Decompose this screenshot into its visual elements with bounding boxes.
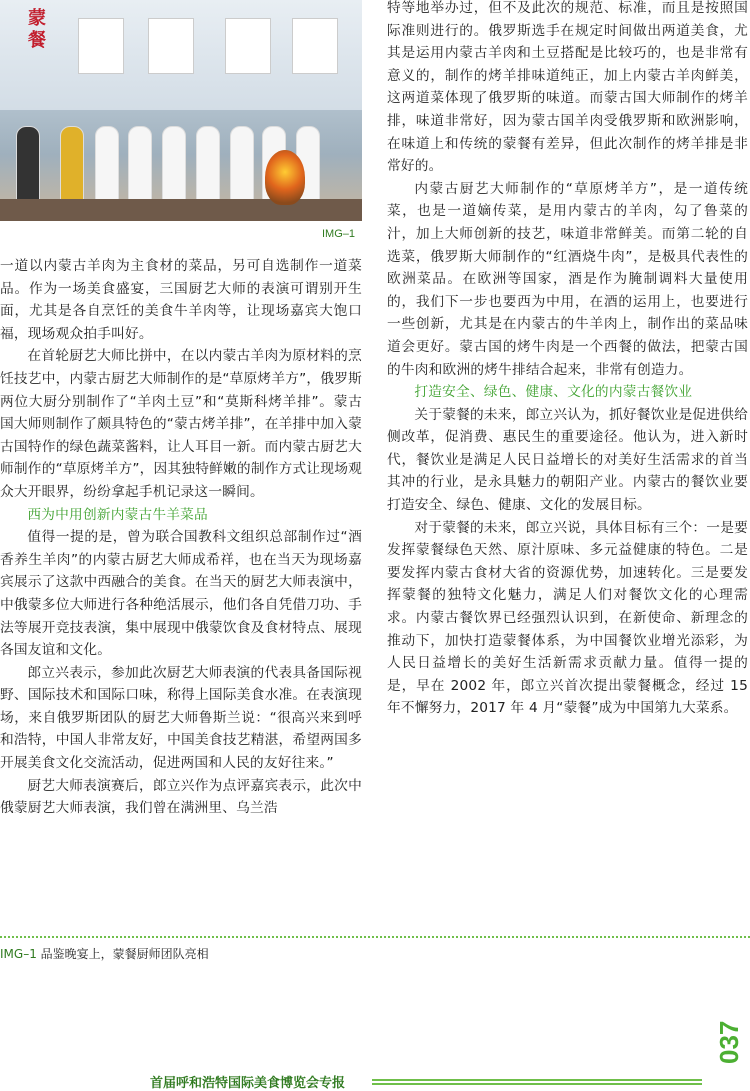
page-number: 037 xyxy=(714,1020,744,1064)
stage-floor xyxy=(0,199,362,221)
chef-portrait xyxy=(225,18,271,74)
section-heading: 打造安全、绿色、健康、文化的内蒙古餐饮业 xyxy=(414,384,693,401)
paragraph: 内蒙古厨艺大师制作的“草原烤羊方”，是一道传统菜，也是一道嫡传菜，是用内蒙古的羊肉，勾了鲁菜的汁，加上大师创新的技艺，味道非常鲜美。而第二轮的自选菜，俄罗斯大师制作的“红酒烧牛肉”，是极具代表性的欧洲菜品。在欧洲等国家，酒是作为腌制调料大量使用的，我们下一步也要西为中用，在酒的运用上，也要进行一些创新，尤其是在内蒙古的牛羊肉上，制作出的菜品味道会更好。蒙古国的烤牛肉是一个西餐的做法，把蒙古国的牛肉和欧洲的烤牛排结合起来，非常有创造力。 xyxy=(387,180,748,378)
fire-brazier xyxy=(265,150,305,205)
left-article-column xyxy=(0,255,362,820)
image-label: IMG–1 xyxy=(322,228,356,240)
footer-stripes xyxy=(372,1079,702,1085)
chef-figure xyxy=(95,126,119,203)
image-caption xyxy=(0,945,209,962)
paragraph: 厨艺大师表演赛后，郎立兴作为点评嘉宾表示，此次中俄蒙厨艺大师表演，我们曾在满洲里、乌兰浩 xyxy=(0,777,362,817)
section-heading: 西为中用创新内蒙古牛羊菜品 xyxy=(27,506,208,523)
paragraph: 关于蒙餐的未来，郎立兴认为，抓好餐饮业是促进供给侧改革，促消费、惠民生的重要途径。他认为，进入新时代，餐饮业是满足人民日益增长的对美好生活需求的首当其冲的行业，是永具魅力的朝阳产业。内蒙古的餐饮业要打造安全、绿色、健康、文化的发展目标。 xyxy=(387,406,748,514)
chef-portrait xyxy=(292,18,338,74)
caption-text: 品鉴晚宴上，蒙餐厨师团队亮相 xyxy=(36,947,209,961)
paragraph: 一道以内蒙古羊肉为主食材的菜品，另可自选制作一道菜品。作为一场美食盛宴，三国厨艺大师的表演可谓别开生面，尤其是各自烹饪的美食牛羊肉等，让现场嘉宾大饱口福，现场观众拍手叫好。 xyxy=(0,258,362,342)
paragraph: 值得一提的是，曾为联合国教科文组织总部制作过“酒香养生羊肉”的内蒙古厨艺大师成希祥，也在当天为现场嘉宾展示了这款中西融合的美食。在当天的厨艺大师表演中，中俄蒙多位大师进行各种绝活展示，他们各自凭借刀功、手法等展开竞技表演，集中展现中俄蒙饮食及食材特点、展现各国友谊和文化。 xyxy=(0,529,362,659)
paragraph: 对于蒙餐的未来，郎立兴说，具体目标有三个：一是要发挥蒙餐绿色天然、原汁原味、多元益健康的特色。二是要发挥内蒙古食材大省的资源优势，加速转化。三是要发挥蒙餐的独特文化魅力，满足人们对餐饮文化的心理需求。内蒙古餐饮界已经强烈认识到，在新使命、新理念的推动下，加快打造蒙餐体系，为中国餐饮业增光添彩，为人民日益增长的美好生活新需求贡献力量。值得一提的是，早在 2002 年，郎立兴首次提出蒙餐概念，经过 15 年不懈努力，2017 年 4 月“蒙餐”成为中国第九大菜系。 xyxy=(387,519,748,717)
caption-divider xyxy=(0,936,750,938)
paragraph: 在首轮厨艺大师比拼中，在以内蒙古羊肉为原材料的烹饪技艺中，内蒙古厨艺大师制作的是“草原烤羊方”，俄罗斯两位大厨分别制作了“羊肉土豆”和“莫斯科烤羊排”。蒙古国大师则制作了颇具特色的“蒙古烤羊排”，在羊排中加入蒙古国特作的绿色蔬菜酱料，让人耳目一新。而内蒙古厨艺大师制作的“草原烤羊方”，因其独特鲜嫩的制作方式让现场观众大开眼界，纷纷拿起手机记录这一瞬间。 xyxy=(0,348,362,500)
chef-figure xyxy=(128,126,152,203)
page-footer xyxy=(0,1072,750,1091)
chef-figure xyxy=(162,126,186,203)
paragraph: 郎立兴表示，参加此次厨艺大师表演的代表具备国际视野、国际技术和国际口味，称得上国际美食水准。在表演现场，来自俄罗斯团队的厨艺大师鲁斯兰说：“很高兴来到呼和浩特，中国人非常友好，中国美食技艺精湛，希望两国多开展美食文化交流活动，促进两国和人民的友好往来。” xyxy=(0,664,362,772)
chef-figure xyxy=(60,126,84,203)
caption-tag: IMG–1 xyxy=(0,947,37,961)
host-figure xyxy=(16,126,40,203)
chef-figure xyxy=(230,126,254,203)
chef-team-photo xyxy=(0,0,362,221)
chef-portrait xyxy=(78,18,124,74)
mengcan-banner: 蒙 餐 xyxy=(28,8,46,51)
paragraph: 特等地举办过，但不及此次的规范、标准，而且是按照国际准则进行的。俄罗斯选手在规定时间做出两道美食，尤其是运用内蒙古羊肉和土豆搭配是比较巧的，也是非常有意义的，制作的烤羊排味道纯正，加上内蒙古羊肉鲜美，这两道菜体现了俄罗斯的味道。而蒙古国大师制作的烤羊排，味道非常好，因为蒙古国羊肉受俄罗斯和欧洲影响，在味道上和传统的蒙餐有差异，但此次制作的烤羊排是非常好的。 xyxy=(387,0,748,175)
footer-title: 首届呼和浩特国际美食博览会专报 xyxy=(150,1076,346,1091)
chef-figure xyxy=(196,126,220,203)
chef-portrait xyxy=(148,18,194,74)
right-article-column xyxy=(387,0,748,720)
